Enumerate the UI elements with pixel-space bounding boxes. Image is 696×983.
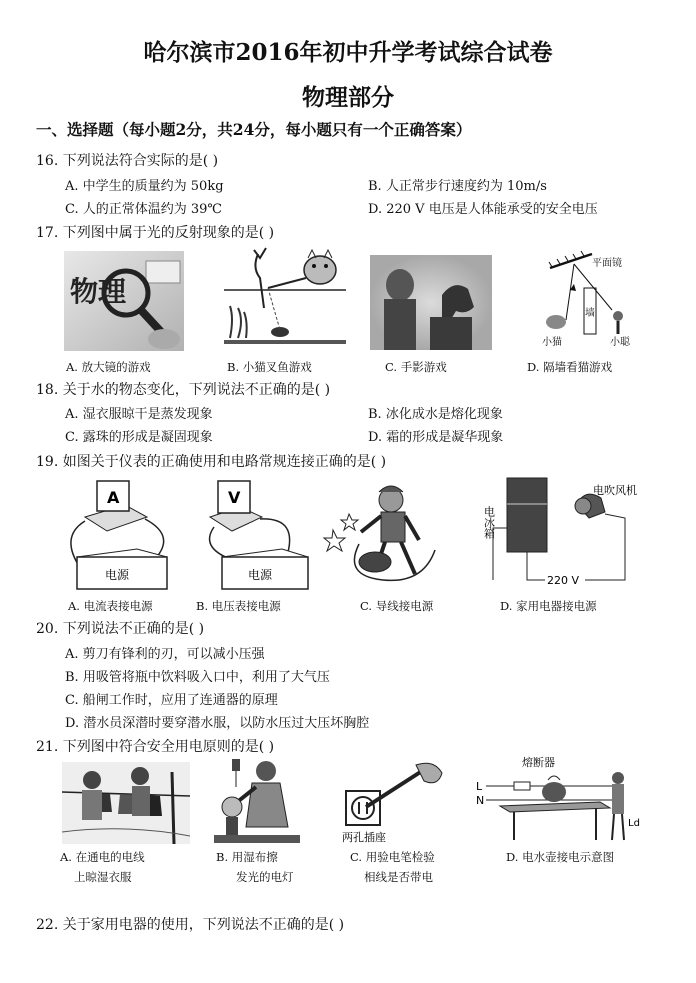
question-17-caption-c: C. 手影游戏 [385, 360, 447, 374]
live-wire-label: L [476, 780, 483, 793]
figure-ammeter-power [55, 477, 185, 592]
question-21-caption-a-line1: A. 在通电的电线 [60, 850, 145, 864]
figure-voltmeter-power [190, 477, 315, 592]
question-20-stem: 20. 下列说法不正确的是( ) [36, 621, 205, 637]
leakage-current-label: Ld [628, 818, 640, 829]
question-19-caption-d: D. 家用电器接电源 [500, 599, 597, 613]
question-18-stem: 18. 关于水的物态变化，下列说法不正确的是( ) [36, 382, 331, 398]
question-19-caption-c: C. 导线接电源 [360, 599, 434, 613]
question-19-stem: 19. 如图关于仪表的正确使用和电路常规连接正确的是( ) [36, 454, 387, 470]
question-21-caption-d: D. 电水壶接电示意图 [506, 850, 615, 864]
question-18-option-b: B. 冰化成水是熔化现象 [368, 407, 503, 422]
question-16-option-a: A. 中学生的质量约为 50kg [65, 179, 224, 194]
question-18-option-d: D. 霜的形成是凝华现象 [368, 430, 504, 445]
figure-test-pen-socket [338, 757, 448, 845]
question-17-caption-a: A. 放大镜的游戏 [66, 360, 151, 374]
wall-label: 墙 [585, 308, 595, 319]
question-19-caption-b: B. 电压表接电源 [196, 599, 281, 613]
question-21-caption-b-line2: 发光的电灯 [236, 870, 294, 884]
socket-label: 两孔插座 [342, 831, 386, 844]
fridge-label: 电冰箱 [482, 506, 496, 539]
power-label-b: 电源 [248, 568, 273, 582]
cat-label: 小猫 [542, 337, 562, 348]
question-16-option-d: D. 220 V 电压是人体能承受的安全电压 [368, 202, 598, 217]
voltage-label: 220 V [547, 574, 580, 587]
question-22-stem: 22. 关于家用电器的使用，下列说法不正确的是( ) [36, 917, 345, 933]
question-18-option-c: C. 露珠的形成是凝固现象 [65, 430, 213, 445]
voltmeter-symbol: V [228, 488, 241, 507]
question-18-option-a: A. 湿衣服晾干是蒸发现象 [65, 407, 213, 422]
question-21-caption-a-line2: 上晾湿衣服 [74, 870, 132, 884]
neutral-wire-label: N [476, 794, 485, 807]
boy-label: 小聪 [610, 337, 630, 348]
exam-subtitle: 物理部分 [302, 84, 394, 111]
power-label-a: 电源 [105, 568, 130, 582]
figure-magnifier-game [64, 251, 184, 351]
question-19-caption-a: A. 电流表接电源 [68, 599, 153, 613]
question-20-option-b: B. 用吸管将瓶中饮料吸入口中，利用了大气压 [65, 670, 330, 685]
section-heading: 一、选择题（每小题2分，共24分，每小题只有一个正确答案） [36, 120, 472, 139]
figure-kettle-wiring [470, 756, 640, 844]
figure-hand-shadow-game [370, 255, 492, 350]
figure-appliances-power [482, 468, 637, 592]
figure-mirror-wall-game [530, 250, 640, 350]
question-21-stem: 21. 下列图中符合安全用电原则的是( ) [36, 739, 275, 755]
figure-wiping-lamp [212, 757, 304, 845]
question-16-option-b: B. 人正常步行速度约为 10m/s [368, 179, 547, 194]
question-16-stem: 16. 下列说法符合实际的是( ) [36, 153, 219, 169]
question-17-caption-d: D. 隔墙看猫游戏 [527, 360, 613, 374]
question-21-caption-b-line1: B. 用湿布擦 [216, 850, 278, 864]
question-21-caption-c-line1: C. 用验电笔检验 [350, 850, 435, 864]
question-20-option-c: C. 船闸工作时，应用了连通器的原理 [65, 693, 278, 708]
question-16-option-c: C. 人的正常体温约为 39℃ [65, 202, 222, 217]
exam-title: 哈尔滨市2016年初中升学考试综合试卷 [143, 39, 553, 66]
hairdryer-label: 电吹风机 [593, 484, 637, 497]
question-20-option-a: A. 剪刀有锋利的刃，可以减小压强 [65, 647, 265, 662]
fuse-label: 熔断器 [522, 756, 555, 769]
question-17-caption-b: B. 小猫叉鱼游戏 [227, 360, 312, 374]
question-21-caption-c-line2: 相线是否带电 [364, 870, 433, 884]
figure-wire-power [323, 480, 453, 590]
figure-clothes-on-wire [62, 762, 190, 844]
figure-cat-fishing-game [220, 248, 350, 348]
ammeter-symbol: A [107, 488, 120, 507]
mirror-label: 平面镜 [592, 258, 622, 269]
figure-magnifier-book-text: 物理 [70, 275, 127, 308]
question-20-option-d: D. 潜水员深潜时要穿潜水服，以防水压过大压坏胸腔 [65, 716, 370, 731]
question-17-stem: 17. 下列图中属于光的反射现象的是( ) [36, 225, 275, 241]
